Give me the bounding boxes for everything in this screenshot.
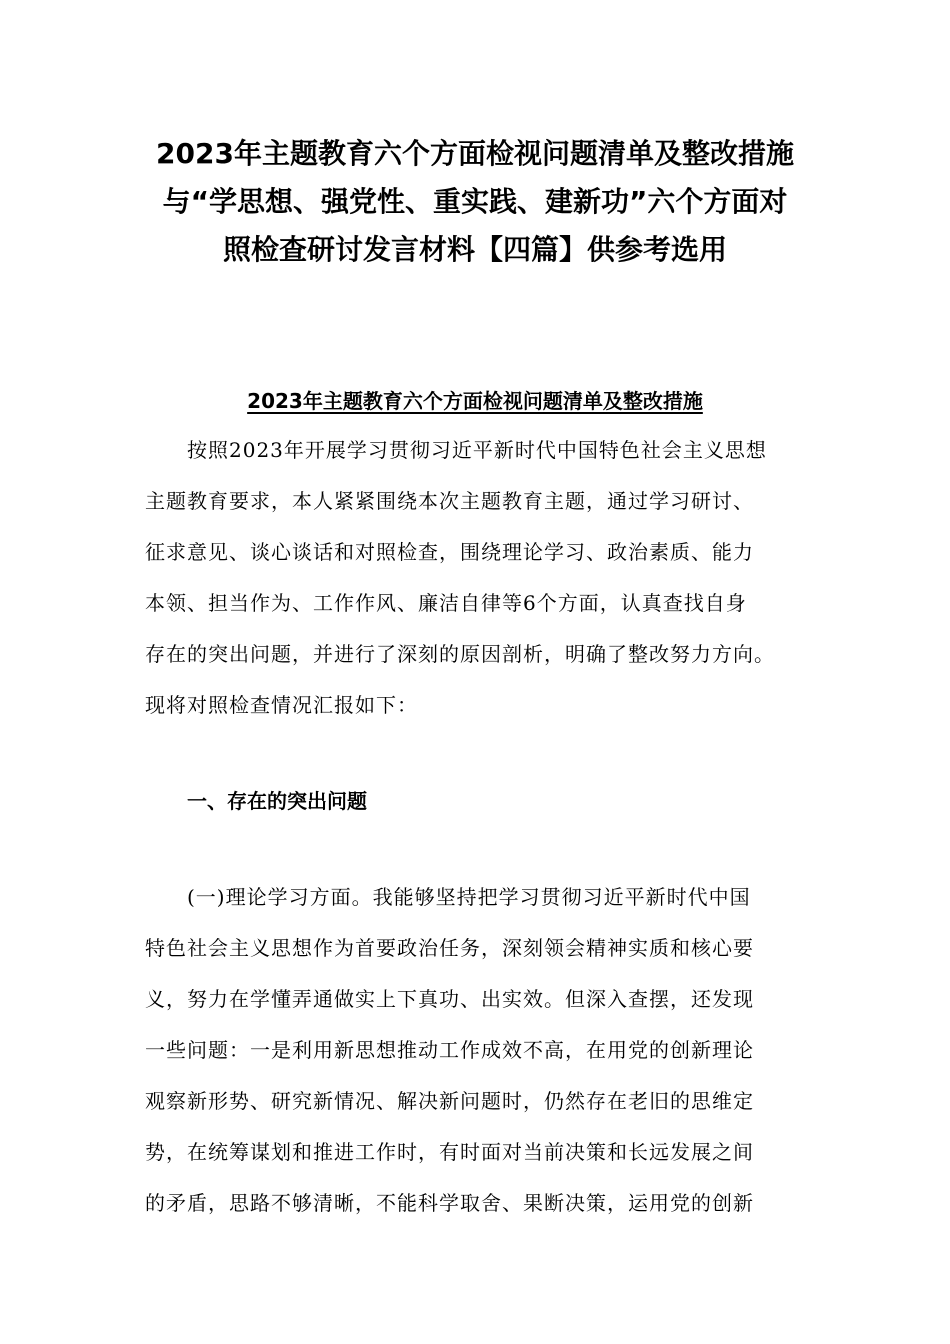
- title-line: 照检查研讨发言材料【四篇】供参考选用: [222, 233, 727, 266]
- paragraph-line: 主题教育要求，本人紧紧围绕本次主题教育主题，通过学习研讨、: [145, 489, 754, 513]
- paragraph-line: 义，努力在学懂弄通做实上下真功、出实效。但深入查摆，还发现: [145, 987, 754, 1011]
- title-line: 2023年主题教育六个方面检视问题清单及整改措施: [156, 137, 794, 170]
- paragraph-line: 征求意见、谈心谈话和对照检查，围绕理论学习、政治素质、能力: [145, 540, 754, 564]
- paragraph-line: (一)理论学习方面。我能够坚持把学习贯彻习近平新时代中国: [187, 885, 751, 909]
- paragraph-line: 按照2023年开展学习贯彻习近平新时代中国特色社会主义思想: [187, 438, 767, 462]
- section-heading: 一、存在的突出问题: [187, 789, 367, 813]
- section-subtitle: [145, 386, 805, 416]
- paragraph-line: 存在的突出问题，并进行了深刻的原因剖析，明确了整改努力方向。: [145, 642, 775, 666]
- title-line: 与“学思想、强党性、重实践、建新功”六个方面对: [162, 185, 788, 218]
- paragraph-line: 本领、担当作为、工作作风、廉洁自律等6个方面，认真查找自身: [145, 591, 747, 615]
- document-title: [100, 130, 850, 274]
- paragraph-line: 观察新形势、研究新情况、解决新问题时，仍然存在老旧的思维定: [145, 1089, 754, 1113]
- subtitle-text: 2023年主题教育六个方面检视问题清单及整改措施: [247, 389, 703, 413]
- paragraph-line: 一些问题：一是利用新思想推动工作成效不高，在用党的创新理论: [145, 1038, 754, 1062]
- paragraph-line: 现将对照检查情况汇报如下：: [145, 693, 418, 717]
- theory-study-paragraph: [145, 872, 810, 1229]
- paragraph-line: 势，在统筹谋划和推进工作时，有时面对当前决策和长远发展之间: [145, 1140, 754, 1164]
- paragraph-line: 特色社会主义思想作为首要政治任务，深刻领会精神实质和核心要: [145, 936, 754, 960]
- paragraph-line: 的矛盾，思路不够清晰，不能科学取舍、果断决策，运用党的创新: [145, 1191, 754, 1215]
- intro-paragraph: [145, 425, 810, 731]
